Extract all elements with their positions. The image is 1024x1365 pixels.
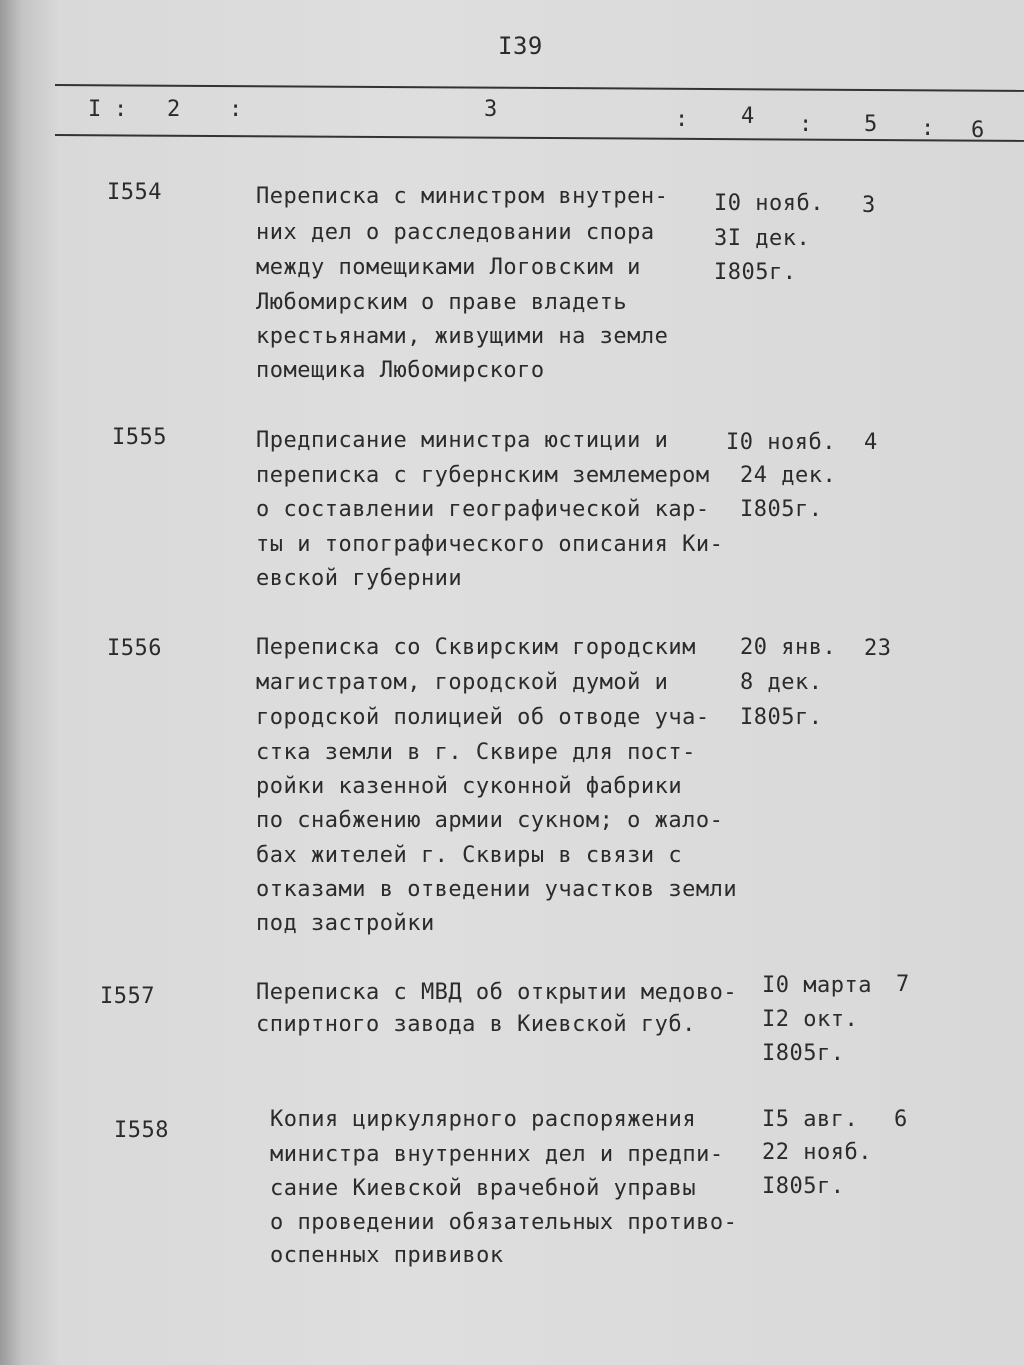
- record-date-year: I805г.: [714, 260, 797, 285]
- record-description-line: Переписка со Сквирским городским: [256, 635, 696, 660]
- page-number: I39: [498, 32, 543, 60]
- record-number: I555: [112, 425, 167, 450]
- record-description-line: крестьянами, живущими на земле: [256, 324, 669, 349]
- record-sheet-count: 4: [864, 430, 878, 455]
- record-date-year: I805г.: [762, 1041, 845, 1066]
- record-sheet-count: 6: [894, 1107, 908, 1132]
- record-date-end: 3I дек.: [714, 226, 811, 251]
- record-description-line: между помещиками Логовским и: [256, 255, 641, 280]
- record-description-line: Любомирским о праве владеть: [256, 290, 628, 315]
- record-number: I554: [107, 180, 162, 205]
- record-description-line: городской полицией об отводе уча-: [256, 705, 710, 730]
- header-top-rule: [55, 84, 1024, 92]
- record-description-line: Копия циркулярного распоряжения: [270, 1107, 697, 1132]
- record-description-line: Переписка с министром внутрен-: [256, 184, 669, 209]
- record-description-line: стка земли в г. Сквире для пост-: [256, 740, 696, 765]
- column-header-5: 5: [864, 112, 878, 137]
- record-description-line: помещика Любомирского: [256, 358, 545, 383]
- record-description-line: о составлении географической кар-: [256, 497, 710, 522]
- record-date-end: 8 дек.: [740, 670, 823, 695]
- record-description-line: по снабжению армии сукном; о жало-: [256, 808, 724, 833]
- record-description-line: спиртного завода в Киевской губ.: [256, 1012, 696, 1037]
- record-description-line: Переписка с МВД об открытии медово-: [256, 980, 738, 1005]
- column-header-3: 3: [484, 97, 498, 122]
- record-date-start: I0 нояб.: [714, 191, 824, 216]
- record-description-line: оспенных прививок: [270, 1243, 504, 1268]
- record-description-line: евской губернии: [256, 566, 463, 591]
- record-description-line: магистратом, городской думой и: [256, 670, 669, 695]
- record-number: I558: [114, 1118, 169, 1143]
- record-date-end: 24 дек.: [740, 463, 837, 488]
- record-description-line: Предписание министра юстиции и: [256, 428, 669, 453]
- record-date-start: 20 янв.: [740, 635, 837, 660]
- column-separator: :: [229, 97, 243, 122]
- record-description-line: министра внутренних дел и предпи-: [270, 1142, 724, 1167]
- record-sheet-count: 7: [896, 972, 910, 997]
- record-number: I557: [100, 984, 155, 1009]
- record-description-line: них дел о расследовании спора: [256, 220, 655, 245]
- record-date-start: I5 авг.: [762, 1107, 859, 1132]
- header-bottom-rule: [55, 134, 1024, 142]
- record-description-line: отказами в отведении участков земли: [256, 877, 738, 902]
- column-separator: :: [799, 112, 813, 137]
- record-sheet-count: 23: [864, 636, 892, 661]
- record-description-line: переписка с губернским землемером: [256, 463, 710, 488]
- record-description-line: бах жителей г. Сквиры в связи с: [256, 843, 683, 868]
- column-header-4: 4: [741, 104, 755, 129]
- record-date-start: I0 марта: [762, 973, 872, 998]
- record-date-start: I0 нояб.: [726, 430, 836, 455]
- column-header-2: 2: [167, 97, 181, 122]
- column-header-6: 6: [971, 118, 985, 143]
- column-header-1: I: [88, 97, 102, 122]
- record-sheet-count: 3: [862, 193, 876, 218]
- record-description-line: о проведении обязательных противо-: [270, 1210, 738, 1235]
- record-date-end: 22 нояб.: [762, 1140, 872, 1165]
- record-date-year: I805г.: [740, 705, 823, 730]
- record-description-line: ройки казенной суконной фабрики: [256, 774, 683, 799]
- record-date-end: I2 окт.: [762, 1007, 859, 1032]
- column-separator: :: [921, 116, 935, 141]
- record-date-year: I805г.: [762, 1174, 845, 1199]
- record-date-year: I805г.: [740, 497, 823, 522]
- record-description-line: сание Киевской врачебной управы: [270, 1176, 697, 1201]
- record-number: I556: [107, 636, 162, 661]
- column-separator: :: [114, 97, 128, 122]
- column-separator: :: [675, 107, 689, 132]
- record-description-line: ты и топографического описания Ки-: [256, 532, 724, 557]
- record-description-line: под застройки: [256, 911, 435, 936]
